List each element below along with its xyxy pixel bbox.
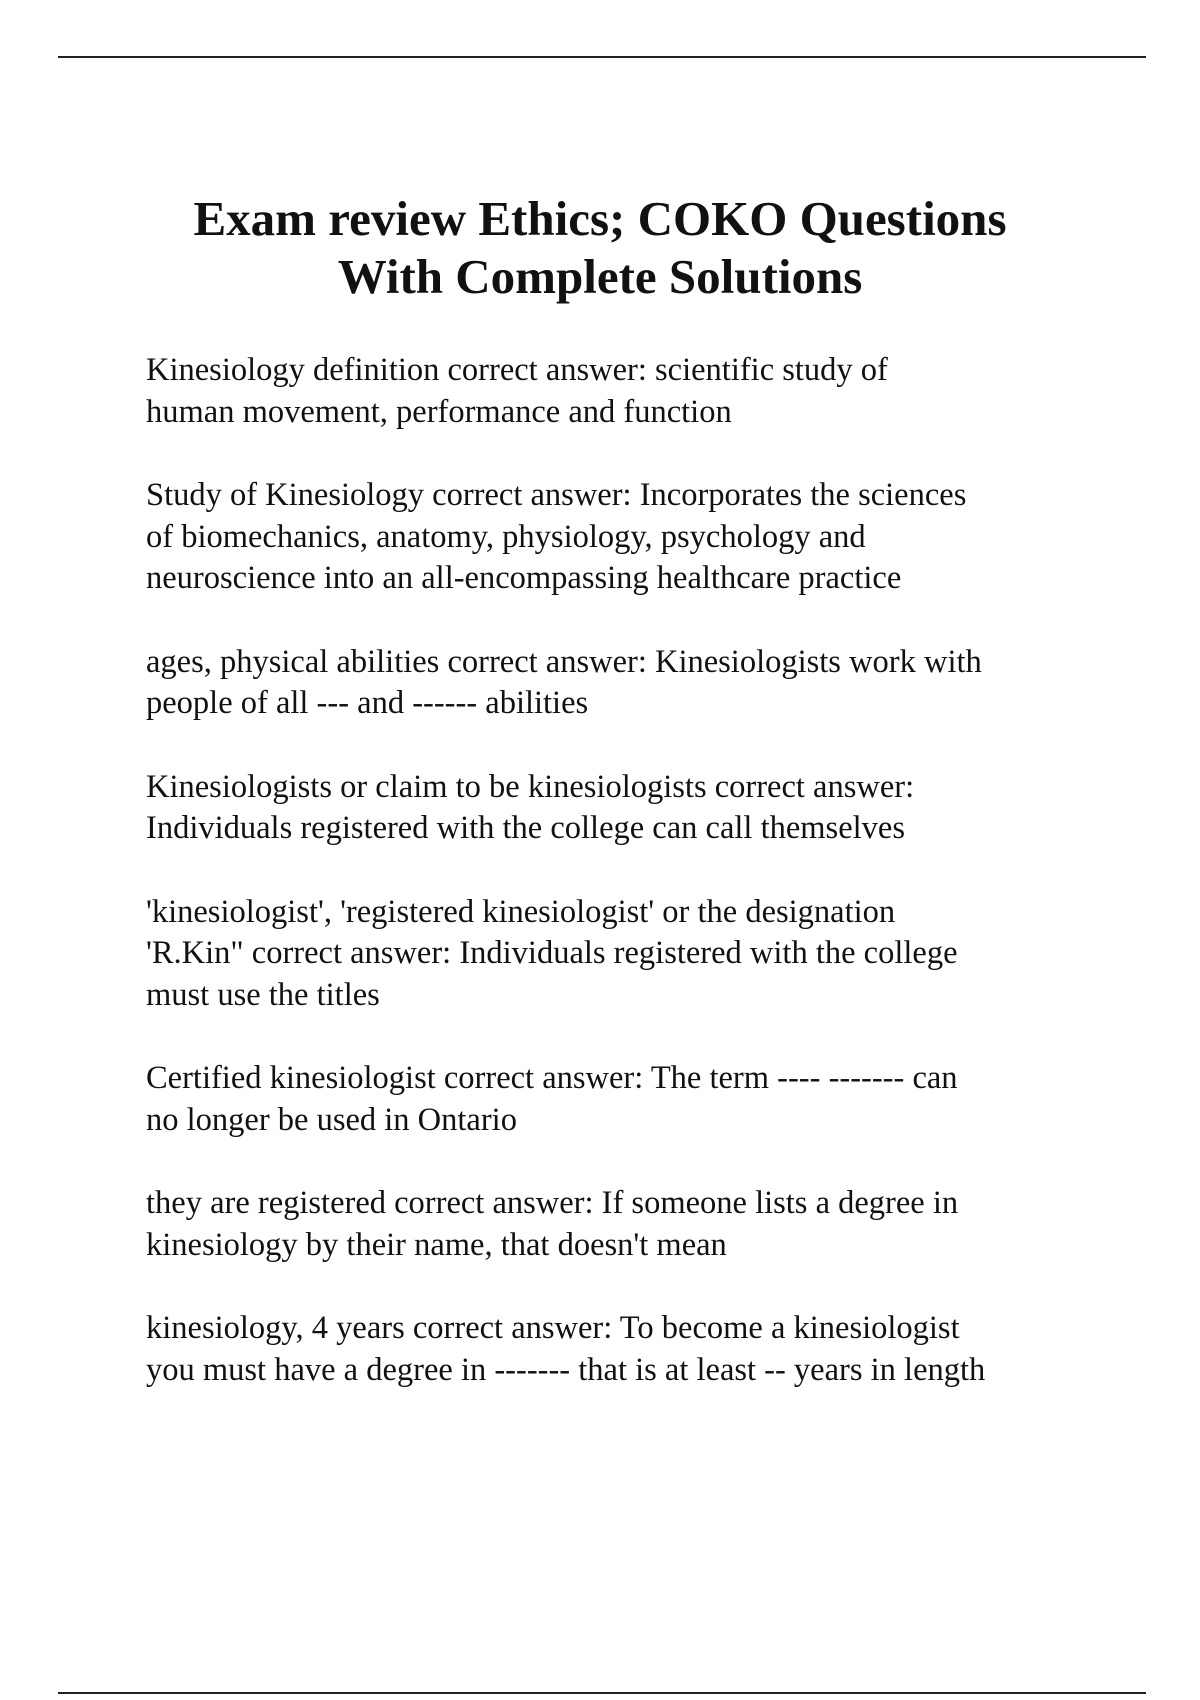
- qa-line: must use the titles: [146, 976, 380, 1013]
- qa-line: of biomechanics, anatomy, physiology, psychology and: [146, 518, 866, 555]
- bottom-rule: [58, 1692, 1146, 1694]
- page-title-line-1: Exam review Ethics; COKO Questions: [193, 191, 1007, 246]
- qa-line: kinesiology by their name, that doesn't mean: [146, 1226, 727, 1263]
- qa-item: [146, 1308, 1106, 1391]
- qa-line: Individuals registered with the college can call themselves: [146, 810, 905, 846]
- qa-line: they are registered correct answer: If someone lists a degree in: [146, 1185, 959, 1221]
- qa-line: human movement, performance and function: [146, 393, 732, 430]
- qa-line: ages, physical abilities correct answer: Kinesiologists work with: [146, 643, 982, 680]
- qa-item: [146, 767, 1106, 850]
- page-title-line-2: With Complete Solutions: [337, 249, 863, 304]
- qa-line: Study of Kinesiology correct answer: Incorporates the sciences: [146, 477, 967, 513]
- qa-line: Kinesiologists or claim to be kinesiologists correct answer:: [146, 768, 915, 805]
- top-rule: [58, 56, 1146, 58]
- qa-item: [146, 892, 1106, 1017]
- qa-line: people of all --- and ------ abilities: [146, 685, 589, 721]
- qa-item: [146, 642, 1106, 725]
- qa-line: you must have a degree in ------- that is at least -- years in length: [146, 1351, 986, 1388]
- qa-line: kinesiology, 4 years correct answer: To become a kinesiologist: [146, 1310, 960, 1346]
- qa-item: [146, 350, 1106, 433]
- qa-line: Kinesiology definition correct answer: scientific study of: [146, 352, 888, 388]
- qa-list: [146, 350, 1106, 1433]
- qa-line: 'kinesiologist', 'registered kinesiologist' or the designation: [146, 893, 896, 930]
- page-title: [100, 190, 1100, 306]
- qa-item: [146, 1058, 1106, 1141]
- qa-line: neuroscience into an all-encompassing healthcare practice: [146, 560, 902, 596]
- qa-line: no longer be used in Ontario: [146, 1101, 517, 1138]
- qa-line: Certified kinesiologist correct answer: The term ---- ------- can: [146, 1060, 958, 1096]
- qa-line: 'R.Kin" correct answer: Individuals registered with the college: [146, 935, 958, 971]
- qa-item: [146, 1183, 1106, 1266]
- qa-item: [146, 475, 1106, 600]
